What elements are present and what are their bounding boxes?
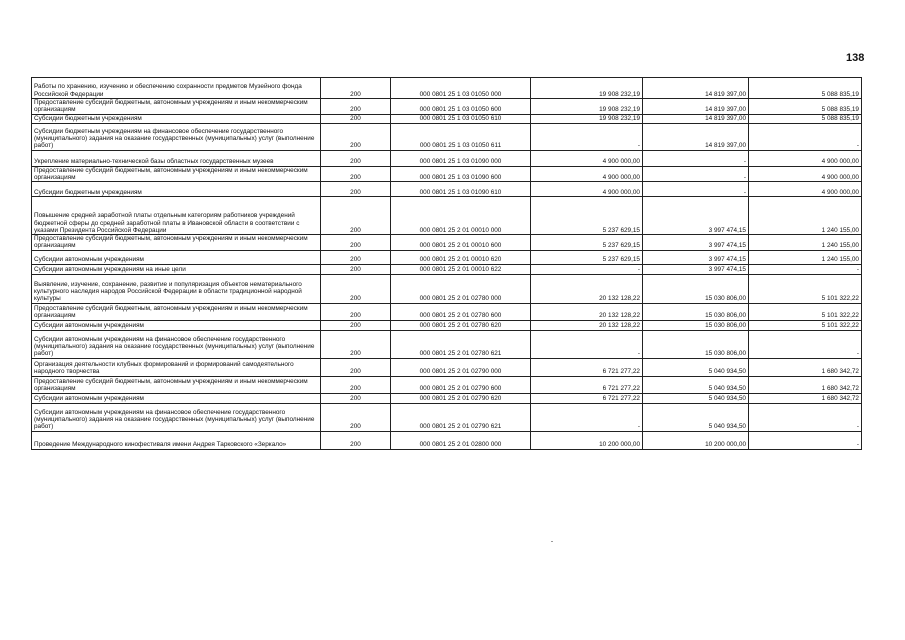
row-amount-3: 5 101 322,22 [749, 320, 862, 330]
budget-table [31, 77, 862, 450]
row-code: 200 [321, 99, 391, 115]
row-amount-3: - [749, 403, 862, 431]
row-amount-3: 4 900 000,00 [749, 150, 862, 166]
row-amount-3: 4 900 000,00 [749, 182, 862, 197]
row-amount-3: 1 680 342,72 [749, 376, 862, 393]
row-amount-2: 14 819 397,00 [643, 99, 749, 115]
row-kbk: 000 0801 25 2 01 02790 000 [391, 358, 531, 376]
table-row [32, 150, 862, 166]
row-amount-1: - [531, 123, 643, 150]
row-code: 200 [321, 182, 391, 197]
row-kbk: 000 0801 25 2 01 02790 620 [391, 393, 531, 403]
table-row [32, 182, 862, 197]
row-code: 200 [321, 235, 391, 251]
row-amount-2: 10 200 000,00 [643, 431, 749, 449]
row-name: Субсидии автономным учреждениям [32, 393, 321, 403]
row-amount-2: 3 997 474,15 [643, 264, 749, 274]
row-amount-2: - [643, 166, 749, 182]
row-name: Субсидии автономным учреждениям на финансовое обеспечение государственного (муниципального) задания на оказание государственных (муниципальных) услуг (выполнение работ) [32, 330, 321, 358]
row-amount-2: 15 030 806,00 [643, 303, 749, 320]
table-row [32, 403, 862, 431]
row-amount-1: 19 908 232,19 [531, 99, 643, 115]
row-kbk: 000 0801 25 2 01 00010 622 [391, 264, 531, 274]
row-kbk: 000 0801 25 2 01 02780 620 [391, 320, 531, 330]
row-code: 200 [321, 320, 391, 330]
table-row [32, 123, 862, 150]
row-code: 200 [321, 330, 391, 358]
row-amount-2: 14 819 397,00 [643, 78, 749, 99]
row-name: Субсидии автономным учреждениям на финансовое обеспечение государственного (муниципального) задания на оказание государственных (муниципальных) услуг (выполнение работ) [32, 403, 321, 431]
row-code: 200 [321, 250, 391, 264]
row-name: Предоставление субсидий бюджетным, автономным учреждениям и иным некоммерческим организациям [32, 99, 321, 115]
row-kbk: 000 0801 25 2 01 02780 000 [391, 274, 531, 303]
row-name: Субсидии бюджетным учреждениям [32, 182, 321, 197]
row-kbk: 000 0801 25 1 03 01090 600 [391, 166, 531, 182]
row-code: 200 [321, 78, 391, 99]
row-name: Субсидии бюджетным учреждениям [32, 114, 321, 123]
row-amount-2: 15 030 806,00 [643, 330, 749, 358]
row-amount-3: - [749, 431, 862, 449]
row-name: Субсидии автономным учреждениям [32, 250, 321, 264]
row-amount-3: 1 240 155,00 [749, 250, 862, 264]
table-row [32, 166, 862, 182]
row-amount-1: - [531, 330, 643, 358]
row-amount-2: 15 030 806,00 [643, 320, 749, 330]
row-amount-1: 6 721 277,22 [531, 358, 643, 376]
table-row [32, 274, 862, 303]
row-amount-1: 19 908 232,19 [531, 78, 643, 99]
row-name: Проведение Международного кинофестиваля имени Андрея Тарковского «Зеркало» [32, 431, 321, 449]
row-kbk: 000 0801 25 2 01 00010 000 [391, 197, 531, 235]
row-amount-1: 4 900 000,00 [531, 166, 643, 182]
row-name: Выявление, изучение, сохранение, развитие и популяризация объектов нематериального культурного наследия народов Российской Федерации в области традиционной народной культуры [32, 274, 321, 303]
table-row [32, 250, 862, 264]
row-code: 200 [321, 114, 391, 123]
row-kbk: 000 0801 25 2 01 02790 621 [391, 403, 531, 431]
row-amount-1: 20 132 128,22 [531, 320, 643, 330]
row-amount-2: 5 040 934,50 [643, 403, 749, 431]
row-kbk: 000 0801 25 2 01 02780 600 [391, 303, 531, 320]
scan-speck [551, 541, 553, 542]
row-amount-2: - [643, 150, 749, 166]
row-kbk: 000 0801 25 2 01 02780 621 [391, 330, 531, 358]
row-code: 200 [321, 166, 391, 182]
table-row [32, 358, 862, 376]
row-name: Субсидии автономным учреждениям на иные цели [32, 264, 321, 274]
row-kbk: 000 0801 25 1 03 01050 610 [391, 114, 531, 123]
row-amount-3: 1 680 342,72 [749, 358, 862, 376]
row-code: 200 [321, 431, 391, 449]
row-amount-2: 5 040 934,50 [643, 376, 749, 393]
table-row [32, 393, 862, 403]
table-row [32, 376, 862, 393]
row-name: Повышение средней заработной платы отдельным категориям работников учреждений бюджетной сферы до средней заработной платы в Ивановской области в соответствии с указами Президента Российской Федерации [32, 197, 321, 235]
row-name: Предоставление субсидий бюджетным, автономным учреждениям и иным некоммерческим организациям [32, 166, 321, 182]
row-amount-2: 15 030 806,00 [643, 274, 749, 303]
row-code: 200 [321, 264, 391, 274]
row-amount-1: 6 721 277,22 [531, 393, 643, 403]
page-number: 138 [846, 52, 865, 64]
row-amount-1: 20 132 128,22 [531, 303, 643, 320]
row-kbk: 000 0801 25 1 03 01050 611 [391, 123, 531, 150]
row-amount-1: 5 237 629,15 [531, 250, 643, 264]
row-kbk: 000 0801 25 1 03 01090 610 [391, 182, 531, 197]
row-amount-2: 3 997 474,15 [643, 250, 749, 264]
row-name: Организация деятельности клубных формирований и формирований самодеятельного народного творчества [32, 358, 321, 376]
row-amount-3: 4 900 000,00 [749, 166, 862, 182]
row-kbk: 000 0801 25 1 03 01090 000 [391, 150, 531, 166]
row-code: 200 [321, 358, 391, 376]
table-row [32, 303, 862, 320]
row-amount-2: 5 040 934,50 [643, 358, 749, 376]
row-amount-3: - [749, 330, 862, 358]
row-amount-3: 5 088 835,19 [749, 114, 862, 123]
table-row [32, 235, 862, 251]
row-code: 200 [321, 197, 391, 235]
row-kbk: 000 0801 25 2 01 00010 600 [391, 235, 531, 251]
row-amount-3: 1 240 155,00 [749, 235, 862, 251]
row-name: Субсидии бюджетным учреждениям на финансовое обеспечение государственного (муниципального) задания на оказание государственных (муниципальных) услуг (выполнение работ) [32, 123, 321, 150]
table-body [32, 78, 862, 450]
row-amount-1: 5 237 629,15 [531, 235, 643, 251]
table-row [32, 99, 862, 115]
row-kbk: 000 0801 25 2 01 02800 000 [391, 431, 531, 449]
row-amount-1: 4 900 000,00 [531, 150, 643, 166]
row-kbk: 000 0801 25 1 03 01050 000 [391, 78, 531, 99]
table-row [32, 431, 862, 449]
row-amount-3: 5 088 835,19 [749, 99, 862, 115]
row-name: Субсидии автономным учреждениям [32, 320, 321, 330]
row-amount-1: 4 900 000,00 [531, 182, 643, 197]
row-name: Укрепление материально-технической базы областных государственных музеев [32, 150, 321, 166]
table-row [32, 264, 862, 274]
row-name: Предоставление субсидий бюджетным, автономным учреждениям и иным некоммерческим организациям [32, 303, 321, 320]
row-amount-2: 3 997 474,15 [643, 197, 749, 235]
row-amount-1: 6 721 277,22 [531, 376, 643, 393]
table-row [32, 78, 862, 99]
table-row [32, 330, 862, 358]
table-row [32, 197, 862, 235]
row-code: 200 [321, 376, 391, 393]
row-amount-3: 1 240 155,00 [749, 197, 862, 235]
row-code: 200 [321, 403, 391, 431]
row-code: 200 [321, 303, 391, 320]
row-code: 200 [321, 123, 391, 150]
row-kbk: 000 0801 25 2 01 00010 620 [391, 250, 531, 264]
row-amount-3: 5 101 322,22 [749, 274, 862, 303]
row-amount-1: 5 237 629,15 [531, 197, 643, 235]
row-amount-1: - [531, 403, 643, 431]
row-kbk: 000 0801 25 2 01 02790 600 [391, 376, 531, 393]
row-amount-3: - [749, 123, 862, 150]
row-code: 200 [321, 274, 391, 303]
row-amount-3: - [749, 264, 862, 274]
row-amount-1: 20 132 128,22 [531, 274, 643, 303]
row-kbk: 000 0801 25 1 03 01050 600 [391, 99, 531, 115]
table-row [32, 114, 862, 123]
row-amount-1: - [531, 264, 643, 274]
row-amount-2: 14 819 397,00 [643, 123, 749, 150]
row-amount-1: 19 908 232,19 [531, 114, 643, 123]
row-code: 200 [321, 393, 391, 403]
row-amount-2: 14 819 397,00 [643, 114, 749, 123]
row-amount-1: 10 200 000,00 [531, 431, 643, 449]
row-amount-2: - [643, 182, 749, 197]
row-amount-2: 5 040 934,50 [643, 393, 749, 403]
row-name: Предоставление субсидий бюджетным, автономным учреждениям и иным некоммерческим организациям [32, 235, 321, 251]
row-name: Предоставление субсидий бюджетным, автономным учреждениям и иным некоммерческим организациям [32, 376, 321, 393]
row-name: Работы по хранению, изучению и обеспечению сохранности предметов Музейного фонда Российской Федерации [32, 78, 321, 99]
row-code: 200 [321, 150, 391, 166]
row-amount-3: 5 088 835,19 [749, 78, 862, 99]
row-amount-3: 5 101 322,22 [749, 303, 862, 320]
row-amount-3: 1 680 342,72 [749, 393, 862, 403]
row-amount-2: 3 997 474,15 [643, 235, 749, 251]
table-row [32, 320, 862, 330]
